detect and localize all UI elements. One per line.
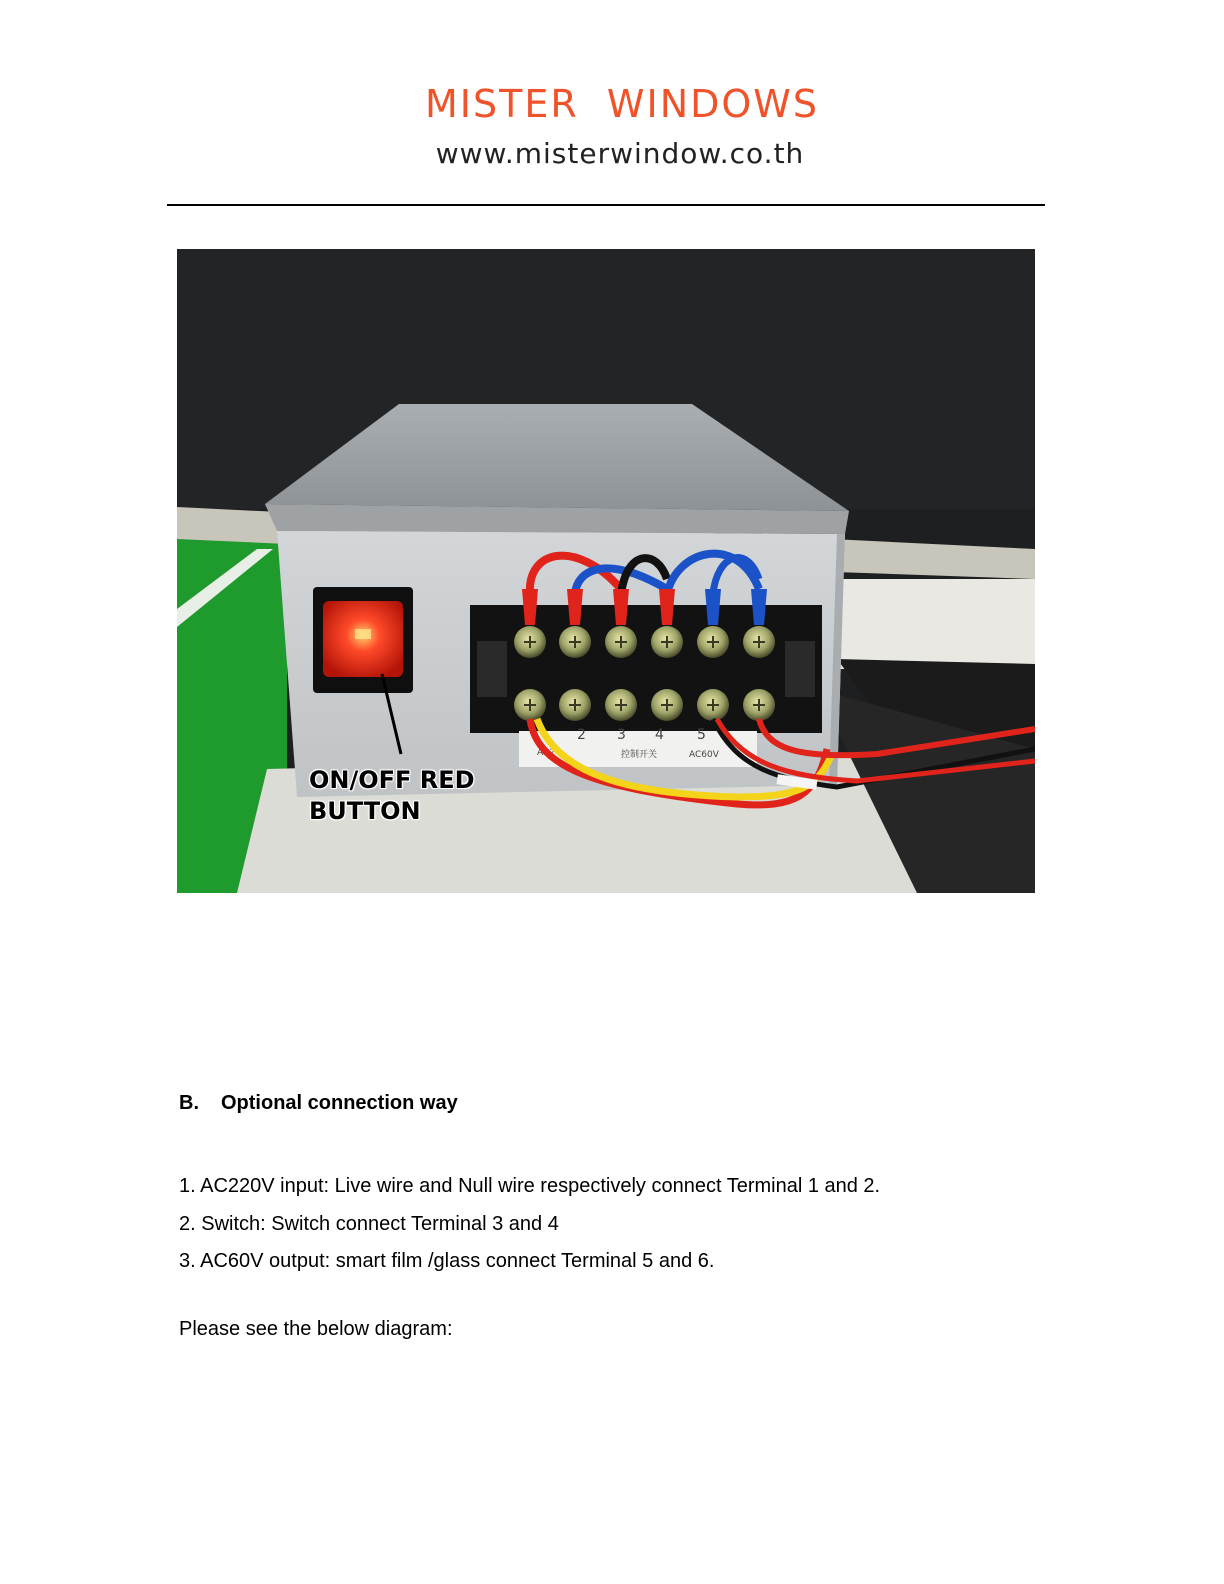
section-heading <box>179 1092 458 1115</box>
header-divider <box>167 204 1045 206</box>
callout-line-1: ON/OFF RED <box>309 766 475 794</box>
callout-line-2: BUTTON <box>309 797 421 825</box>
section-title: Optional connection way <box>221 1092 458 1114</box>
terminal-label-ac60v: AC60V <box>689 750 719 760</box>
step-item: 2. Switch: Switch connect Terminal 3 and 4 <box>179 1212 559 1235</box>
section-letter: B. <box>179 1092 199 1114</box>
terminal-label-4: 4 <box>655 727 664 743</box>
on-off-button-callout <box>309 765 475 827</box>
website-url: www.misterwindow.co.th <box>435 137 805 170</box>
brand-title: MISTER WINDOWS <box>425 82 819 126</box>
connection-steps <box>179 1168 880 1281</box>
controller-photo <box>177 249 1035 893</box>
terminal-label-2: 2 <box>577 727 586 743</box>
terminal-label-ac220: AC2 <box>537 748 556 758</box>
step-item: 3. AC60V output: smart film /glass connect Terminal 5 and 6. <box>179 1250 715 1272</box>
terminal-label-3: 3 <box>617 727 626 743</box>
terminal-label-switch: 控制开关 <box>621 750 658 760</box>
terminal-label-5: 5 <box>697 727 706 743</box>
step-item: 1. AC220V input: Live wire and Null wire respectively connect Terminal 1 and 2. <box>179 1175 881 1197</box>
diagram-note: Please see the below diagram: <box>179 1318 453 1340</box>
